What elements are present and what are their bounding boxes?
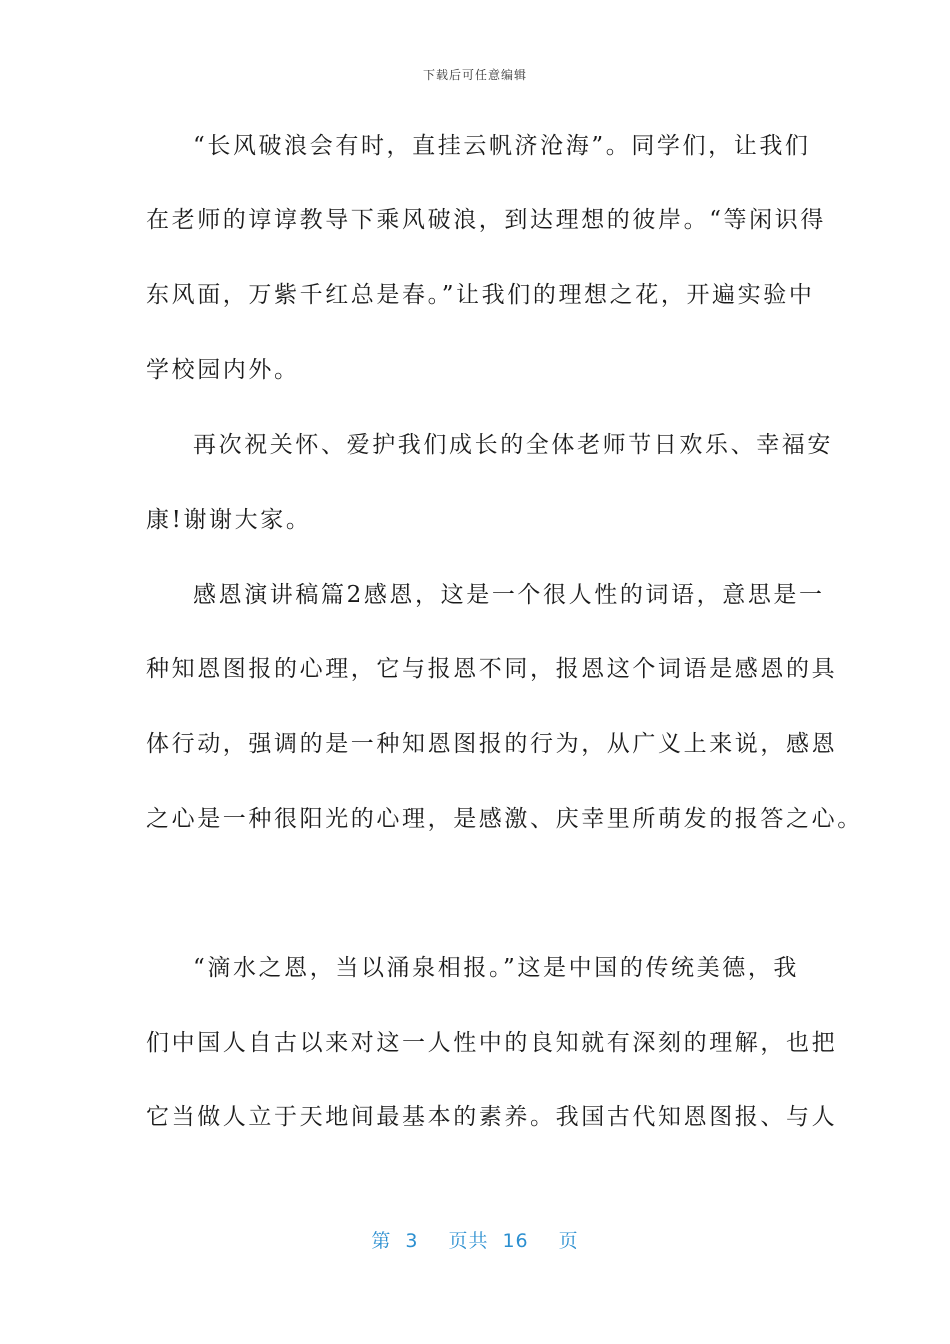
footer-middle: 页共 [448,1230,489,1252]
paragraph-2-line-2: 康!谢谢大家。 [146,507,312,533]
footer-suffix: 页 [558,1230,579,1252]
paragraph-4-line-1: “滴水之恩，当以涌泉相报。”这是中国的传统美德，我 [193,955,800,981]
paragraph-1-line-1: “长风破浪会有时，直挂云帆济沧海”。同学们，让我们 [193,133,811,159]
paragraph-3-line-2: 种知恩图报的心理，它与报恩不同，报恩这个词语是感恩的具 [146,656,838,682]
footer-current-page: 3 [405,1230,419,1252]
page-number-footer [0,1226,950,1253]
footer-prefix: 第 [371,1230,392,1252]
paragraph-3-line-3: 体行动，强调的是一种知恩图报的行为，从广义上来说，感恩 [146,731,838,757]
paragraph-2-line-1: 再次祝关怀、爱护我们成长的全体老师节日欢乐、幸福安 [193,432,833,458]
footer-total-pages: 16 [502,1230,529,1252]
paragraph-3-line-1: 感恩演讲稿篇2感恩，这是一个很人性的词语，意思是一 [193,582,825,608]
paragraph-1-line-2: 在老师的谆谆教导下乘风破浪，到达理想的彼岸。“等闲识得 [146,207,826,233]
paragraph-1-line-4: 学校园内外。 [146,357,300,383]
paragraph-3-line-4: 之心是一种很阳光的心理，是感激、庆幸里所萌发的报答之心。 [146,806,863,832]
paragraph-4-line-3: 它当做人立于天地间最基本的素养。我国古代知恩图报、与人 [146,1104,838,1130]
paragraph-1-line-3: 东风面，万紫千红总是春。”让我们的理想之花，开遍实验中 [146,282,815,308]
page-header-note: 下载后可任意编辑 [422,68,527,82]
paragraph-4-line-2: 们中国人自古以来对这一人性中的良知就有深刻的理解，也把 [146,1030,838,1056]
